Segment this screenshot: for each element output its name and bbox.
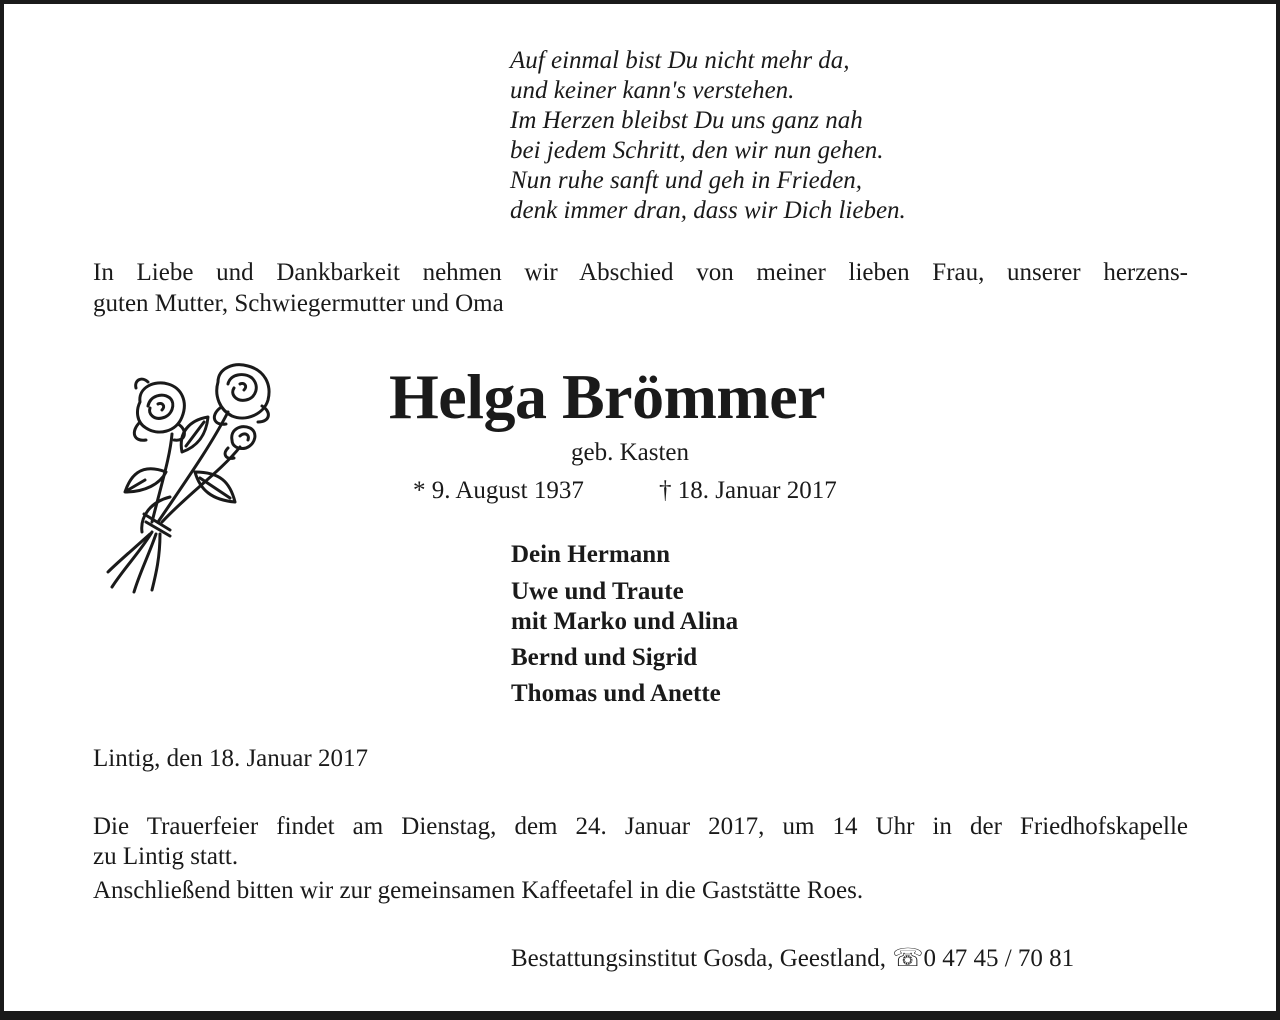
farewell-line: guten Mutter, Schwiegermutter und Oma <box>93 290 504 317</box>
place-and-date: Lintig, den 18. Januar 2017 <box>93 745 368 772</box>
mourner-name: Thomas und Anette <box>511 680 721 707</box>
farewell-line: In Liebe und Dankbarkeit nehmen wir Abschied von meiner lieben Frau, unserer herzens- <box>93 259 1188 286</box>
maiden-name: geb. Kasten <box>571 439 690 466</box>
undertaker-phone: 0 47 45 / 70 81 <box>923 945 1075 972</box>
poem-line: Im Herzen bleibst Du uns ganz nah <box>510 107 863 134</box>
mourner-name: Dein Hermann <box>511 541 671 568</box>
funeral-info <box>93 812 1188 906</box>
poem-line: denk immer dran, dass wir Dich lieben. <box>510 197 906 224</box>
poem-line: und keiner kann's verstehen. <box>510 77 795 104</box>
mourner-name: Uwe und Traute <box>511 578 684 605</box>
undertaker-name: Bestattungsinstitut Gosda, Geestland, <box>511 945 886 972</box>
mourner-name: Bernd und Sigrid <box>511 644 698 671</box>
deceased-name: Helga Brömmer <box>389 361 825 432</box>
mourner-name: mit Marko und Alina <box>511 608 739 635</box>
telephone-icon: ☏ <box>892 945 924 972</box>
roses-icon <box>100 362 285 597</box>
poem-line: Nun ruhe sanft und geh in Frieden, <box>510 167 863 194</box>
poem <box>510 46 906 226</box>
funeral-line: Die Trauerfeier findet am Dienstag, dem 24. Januar 2017, um 14 Uhr in der Friedhofskapelle <box>93 813 1188 840</box>
farewell-text <box>93 257 1188 319</box>
birth-date: * 9. August 1937 <box>413 477 584 504</box>
funeral-line: Anschließend bitten wir zur gemeinsamen Kaffeetafel in die Gaststätte Roes. <box>93 877 864 904</box>
funeral-line: zu Lintig statt. <box>93 843 239 870</box>
undertaker-info <box>511 944 1074 974</box>
poem-line: bei jedem Schritt, den wir nun gehen. <box>510 137 884 164</box>
death-date: † 18. Januar 2017 <box>659 477 837 504</box>
poem-line: Auf einmal bist Du nicht mehr da, <box>510 47 850 74</box>
